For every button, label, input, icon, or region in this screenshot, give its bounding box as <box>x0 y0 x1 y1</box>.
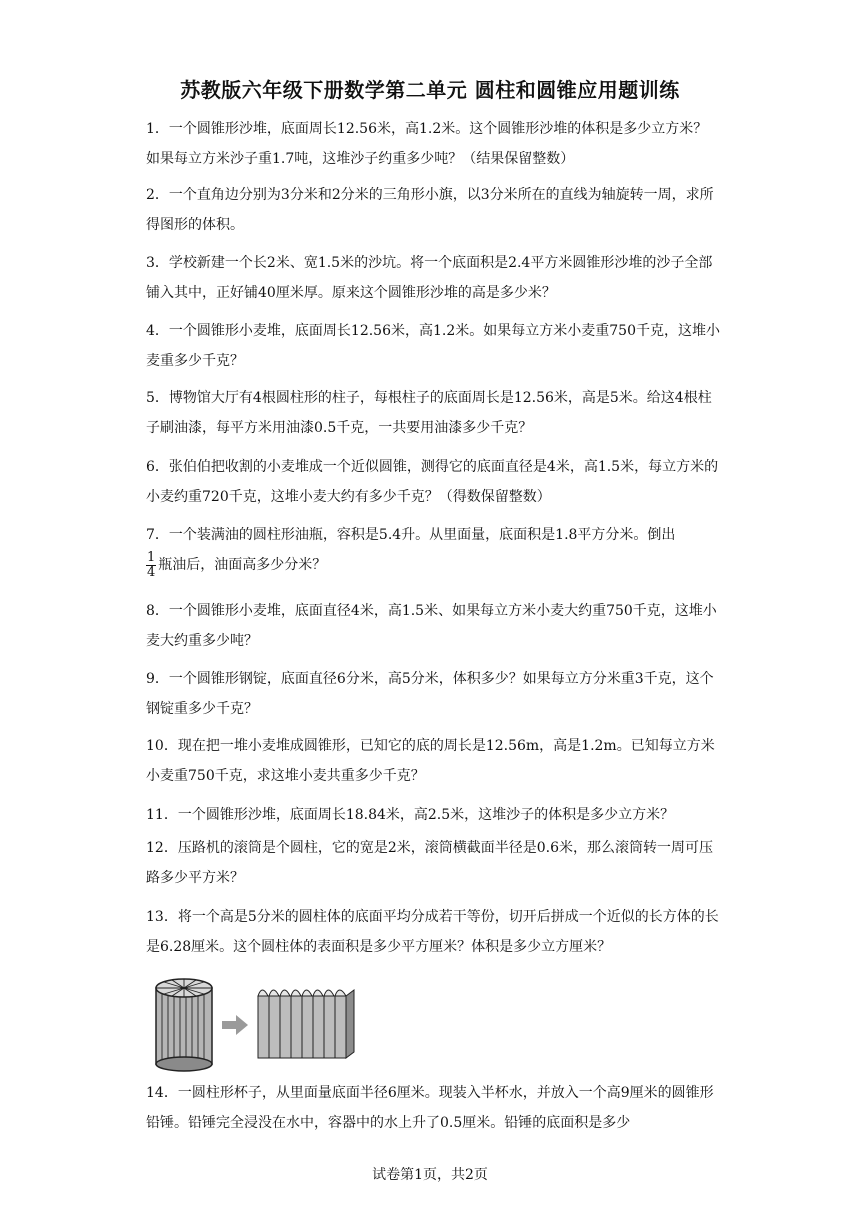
sliced-cylinder-icon <box>156 979 212 1071</box>
question-7 <box>146 520 720 580</box>
page-title: 苏教版六年级下册数学第二单元 圆柱和圆锥应用题训练 <box>180 78 680 102</box>
page-footer: 试卷第1页，共2页 <box>372 1167 488 1183</box>
question-4: 4．一个圆锥形小麦堆，底面周长12.56米，高1.2米。如果每立方米小麦重750千克，这堆小麦重多少千克？ <box>146 323 720 369</box>
question-7-text: 7．一个装满油的圆柱形油瓶，容积是5.4升。从里面量，底面积是1.8平方分米。倒出 <box>146 527 676 543</box>
fraction-numerator: 1 <box>147 549 156 565</box>
question-11: 11．一个圆锥形沙堆，底面周长18.84米，高2.5米，这堆沙子的体积是多少立方米？ <box>146 807 675 823</box>
question-2: 2．一个直角边分别为3分米和2分米的三角形小旗，以3分米所在的直线为轴旋转一周，求所得图形的体积。 <box>146 187 714 233</box>
question-12: 12．压路机的滚筒是个圆柱，它的宽是2米，滚筒横截面半径是0.6米，那么滚筒转一周可压路多少平方米？ <box>146 840 713 886</box>
cylinder-to-cuboid-figure <box>150 974 360 1074</box>
question-9: 9．一个圆锥形钢锭，底面直径6分米，高5分米，体积多少？如果每立方分米重3千克，这个钢锭重多少千克？ <box>146 671 714 717</box>
question-8: 8．一个圆锥形小麦堆，底面直径4米，高1.5米、如果每立方米小麦大约重750千克，这堆小麦大约重多少吨？ <box>146 603 717 649</box>
arrow-right-icon <box>222 1015 248 1035</box>
fraction-denominator: 4 <box>147 564 156 580</box>
question-6: 6．张伯伯把收割的小麦堆成一个近似圆锥，测得它的底面直径是4米，高1.5米，每立方米的小麦约重720千克，这堆小麦大约有多少千克？（得数保留整数） <box>146 459 719 505</box>
cuboid-strips-icon <box>258 990 354 1058</box>
question-5: 5．博物馆大厅有4根圆柱形的柱子，每根柱子的底面周长是12.56米，高是5米。给这4根柱子刷油漆，每平方米用油漆0.5千克，一共要用油漆多少千克？ <box>146 390 712 436</box>
question-3: 3．学校新建一个长2米、宽1.5米的沙坑。将一个底面积是2.4平方米圆锥形沙堆的沙子全部铺入其中，正好铺40厘米厚。原来这个圆锥形沙堆的高是多少米？ <box>146 255 713 301</box>
question-10: 10．现在把一堆小麦堆成圆锥形，已知它的底的周长是12.56m，高是1.2m。已知每立方米小麦重750千克，求这堆小麦共重多少千克？ <box>146 738 715 784</box>
question-7-text-after: 瓶油后，油面高多少分米？ <box>158 557 327 573</box>
question-13: 13．将一个高是5分米的圆柱体的底面平均分成若干等份，切开后拼成一个近似的长方体的长是6.28厘米。这个圆柱体的表面积是多少平方厘米？体积是多少立方厘米？ <box>146 909 719 955</box>
fraction-one-quarter <box>146 551 156 580</box>
question-14: 14．一圆柱形杯子，从里面量底面半径6厘米。现装入半杯水，并放入一个高9厘米的圆锥形铅锤。铅锤完全浸没在水中，容器中的水上升了0.5厘米。铅锤的底面积是多少 <box>146 1085 714 1131</box>
question-1: 1．一个圆锥形沙堆，底面周长12.56米，高1.2米。这个圆锥形沙堆的体积是多少立方米？如果每立方米沙子重1.7吨，这堆沙子约重多少吨？（结果保留整数） <box>146 121 708 167</box>
